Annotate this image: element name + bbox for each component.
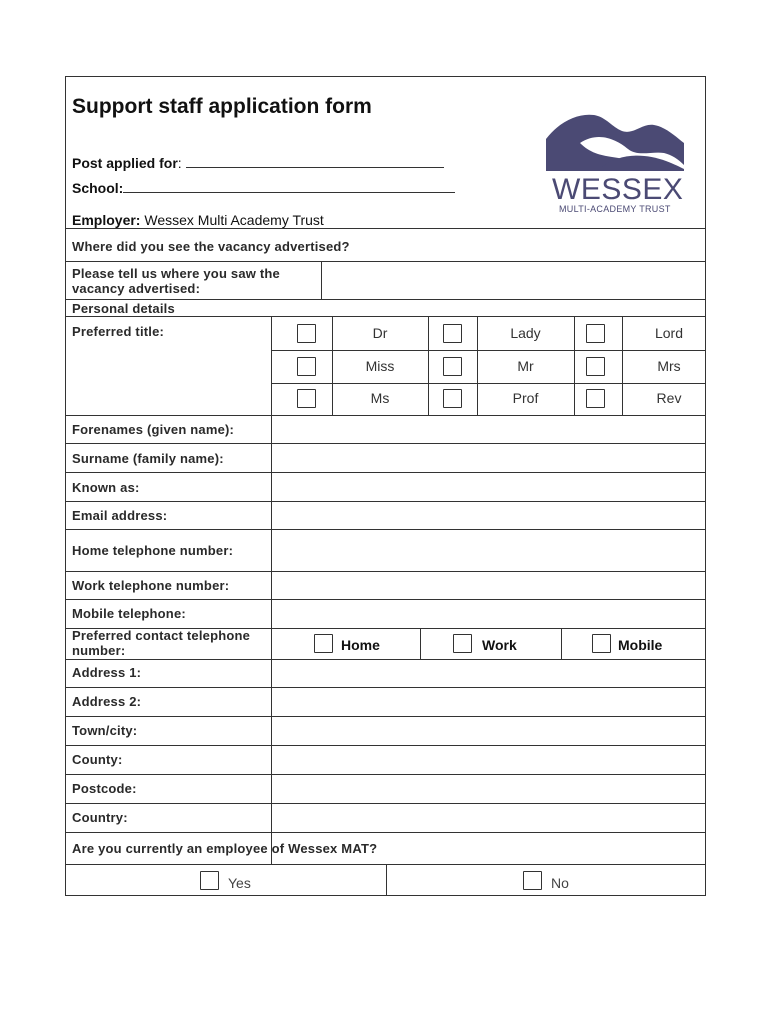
country-label: Country: [72, 810, 128, 825]
logo-subtitle: MULTI-ACADEMY TRUST [559, 204, 671, 214]
title-miss-checkbox[interactable] [297, 357, 316, 376]
address2-input[interactable] [272, 688, 705, 716]
county-label: County: [72, 752, 123, 767]
contact-work-checkbox[interactable] [453, 634, 472, 653]
title-ms-label: Ms [370, 390, 390, 406]
vacancy-question: Where did you see the vacancy advertised? [72, 239, 350, 254]
title-lord-checkbox[interactable] [586, 324, 605, 343]
town-label: Town/city: [72, 723, 138, 738]
school-label: School: [72, 180, 124, 196]
address2-label: Address 2: [72, 694, 142, 709]
forenames-label: Forenames (given name): [72, 422, 235, 437]
address1-label: Address 1: [72, 665, 142, 680]
title-lady-checkbox[interactable] [443, 324, 462, 343]
title-mr-label: Mr [517, 358, 534, 374]
postcode-label: Postcode: [72, 781, 137, 796]
title-mrs-checkbox[interactable] [586, 357, 605, 376]
school-field[interactable] [123, 178, 455, 193]
title-rev-checkbox[interactable] [586, 389, 605, 408]
post-applied-label: Post applied for [72, 155, 178, 171]
employee-yes-checkbox[interactable] [200, 871, 219, 890]
county-input[interactable] [272, 746, 705, 774]
title-dr-checkbox[interactable] [297, 324, 316, 343]
title-ms-checkbox[interactable] [297, 389, 316, 408]
vacancy-prompt: Please tell us where you saw the vacancy advertised: [72, 266, 280, 296]
forenames-input[interactable] [272, 416, 705, 443]
preferred-contact-label: Preferred contact telephone number: [72, 628, 251, 658]
employee-no-label: No [551, 875, 569, 891]
post-applied-row: Post applied for: [72, 153, 444, 171]
employer-label: Employer: [72, 212, 141, 228]
logo-wordmark: WESSEX [552, 173, 684, 206]
known-as-input[interactable] [272, 473, 705, 501]
town-input[interactable] [272, 717, 705, 745]
employer-value: Wessex Multi Academy Trust [140, 212, 324, 228]
contact-home-label: Home [341, 637, 380, 653]
employee-yes-label: Yes [228, 875, 251, 891]
title-lady-label: Lady [510, 325, 541, 341]
mobile-telephone-label: Mobile telephone: [72, 606, 186, 621]
employee-question: Are you currently an employee of Wessex MAT? [72, 841, 378, 856]
employer-row [72, 212, 324, 228]
personal-details-heading: Personal details [72, 301, 175, 316]
contact-mobile-checkbox[interactable] [592, 634, 611, 653]
title-rev-label: Rev [656, 390, 682, 406]
known-as-label: Known as: [72, 480, 140, 495]
surname-label: Surname (family name): [72, 451, 224, 466]
country-input[interactable] [272, 804, 705, 832]
title-lord-label: Lord [654, 325, 684, 341]
application-form [65, 76, 706, 896]
work-telephone-label: Work telephone number: [72, 578, 230, 593]
postcode-input[interactable] [272, 775, 705, 803]
email-label: Email address: [72, 508, 168, 523]
email-input[interactable] [272, 502, 705, 529]
school-row [72, 178, 455, 196]
vacancy-source-input[interactable] [322, 262, 705, 299]
page-title: Support staff application form [72, 95, 372, 118]
home-telephone-label: Home telephone number: [72, 543, 234, 558]
title-mrs-label: Mrs [657, 358, 681, 374]
title-prof-checkbox[interactable] [443, 389, 462, 408]
post-applied-field[interactable] [186, 153, 444, 168]
home-telephone-input[interactable] [272, 530, 705, 571]
work-telephone-input[interactable] [272, 572, 705, 599]
address1-input[interactable] [272, 660, 705, 687]
title-mr-checkbox[interactable] [443, 357, 462, 376]
contact-work-label: Work [482, 637, 517, 653]
employee-no-checkbox[interactable] [523, 871, 542, 890]
title-prof-label: Prof [512, 390, 539, 406]
title-dr-label: Dr [372, 325, 388, 341]
contact-mobile-label: Mobile [618, 637, 663, 653]
mobile-telephone-input[interactable] [272, 600, 705, 628]
surname-input[interactable] [272, 444, 705, 472]
contact-home-checkbox[interactable] [314, 634, 333, 653]
preferred-title-label: Preferred title: [72, 324, 165, 339]
title-miss-label: Miss [365, 358, 395, 374]
